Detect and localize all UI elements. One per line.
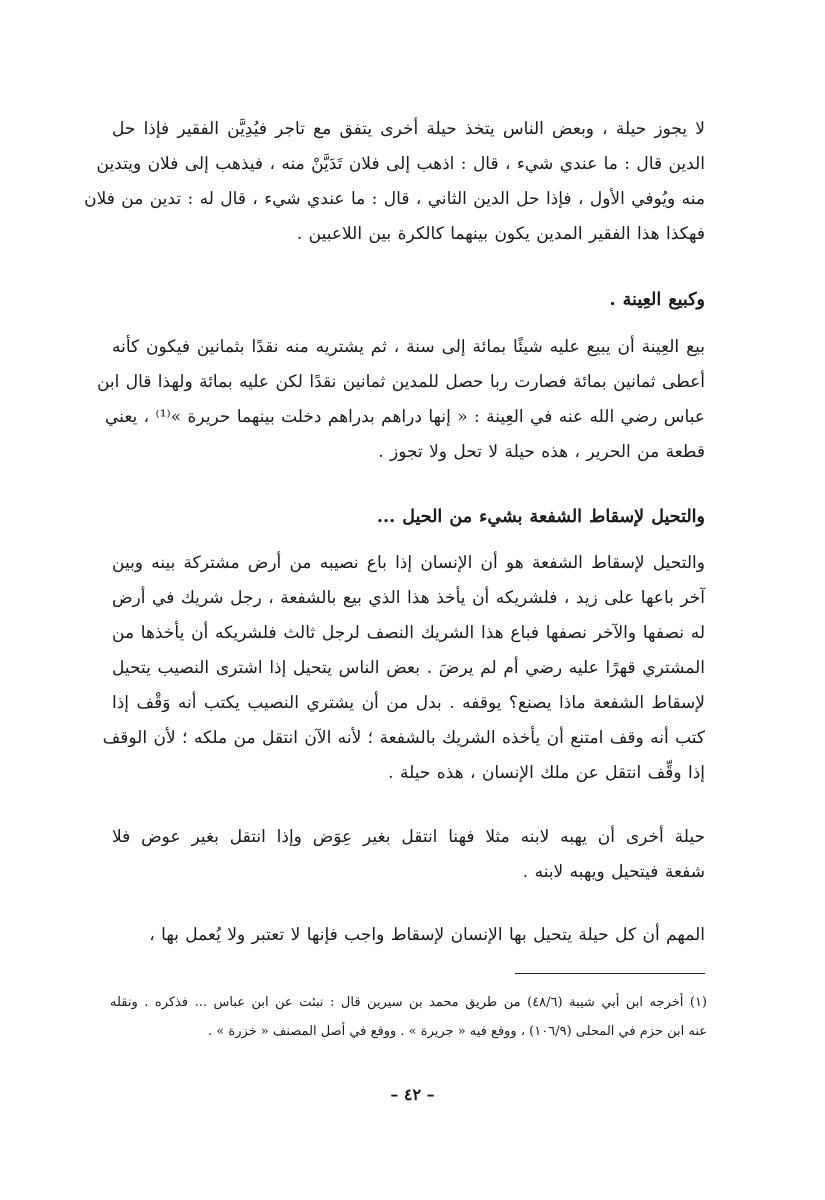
text-line: عباس رضي الله عنه في العِينة : « إنها دراهم بدراهم دخلت بينهما حريرة »⁽¹⁾ ، يعني [105, 407, 705, 427]
text-line: شفعة فيتحيل ويهبه لابنه . [522, 862, 705, 882]
section-heading: وكبيع العِينة . [609, 290, 705, 310]
text-line: منه ويُوفي الأول ، فإذا حل الدين الثاني ، قال : ما عندي شيء ، قال له : تدين من فلان [84, 189, 705, 209]
text-line: إذا وقِّف انتقل عن ملك الإنسان ، هذه حيلة . [388, 763, 705, 783]
text-line: قطعة من الحرير ، هذه حيلة لا تحل ولا تجوز . [378, 442, 705, 462]
text-line: حيلة أخرى أن يهبه لابنه مثلا فهنا انتقل بغير عِوَض وإذا انتقل بغير عوض فلا [112, 827, 705, 847]
text-line: المهم أن كل حيلة يتحيل بها الإنسان لإسقاط واجب فإنها لا تعتبر ولا يُعمل بها ، [149, 925, 705, 945]
footnote-line: عنه ابن حزم في المحلى (١٠٦/٩) ، ووقع فيه « جريرة » . ووقع في أصل المصنف « خزرة » . [208, 1024, 707, 1039]
text-line: بيع العِينة أن يبيع عليه شيئًا بمائة إلى سنة ، ثم يشتريه منه نقدًا بثمانين فيكون كأنه [112, 337, 705, 357]
page-number: – ٤٢ – [390, 1085, 435, 1104]
text-line: والتحيل لإسقاط الشفعة هو أن الإنسان إذا باع نصيبه من أرض مشتركة بينه وبين [112, 553, 705, 573]
text-line: المشتري قهرًا عليه رضي أم لم يرضَ . بعض الناس يتحيل إذا اشترى النصيب يتحيل [112, 658, 705, 678]
footnote-line: (١) أخرجه ابن أبي شيبة (٤٨/٦) من طريق محمد بن سيرين قال : نبئت عن ابن عباس ... فذكره . ونقله [110, 995, 707, 1010]
text-line: لا يجوز حيلة ، وبعض الناس يتخذ حيلة أخرى يتفق مع تاجر فيُدِيَّن الفقير فإذا حل [112, 119, 705, 139]
text-line: لإسقاط الشفعة ماذا يصنع؟ يوقفه . بدل من أن يشتري النصيب يكتب أنه وَقْف إذا [112, 693, 705, 713]
text-line: كتب أنه وقف امتنع أن يأخذه الشريك بالشفعة ؛ لأنه الآن انتقل من ملكه ؛ لأن الوقف [102, 728, 705, 748]
text-line: الدين قال : ما عندي شيء ، قال : اذهب إلى فلان تَدَيَّنْ منه ، فيذهب إلى فلان ويتدين [96, 154, 705, 174]
text-line: فهكذا هذا الفقير المدين يكون بينهما كالكرة بين اللاعبين . [296, 224, 705, 244]
section-heading: والتحيل لإسقاط الشفعة بشيء من الحيل ... [376, 507, 705, 527]
text-line: أعطى ثمانين بمائة فصارت ربا حصل للمدين ثمانين نقدًا لكن عليه بمائة ولهذا قال ابن [96, 372, 705, 392]
footnote-divider [515, 973, 705, 974]
text-line: له نصفها والآخر نصفها فباع هذا الشريك النصف لرجل ثالث فلشريكه أن يأخذها من [112, 623, 705, 643]
text-line: آخر باعها على زيد ، فلشريكه أن يأخذ هذا الذي بيع بالشفعة ، رجل شريك في أرض [112, 588, 705, 608]
